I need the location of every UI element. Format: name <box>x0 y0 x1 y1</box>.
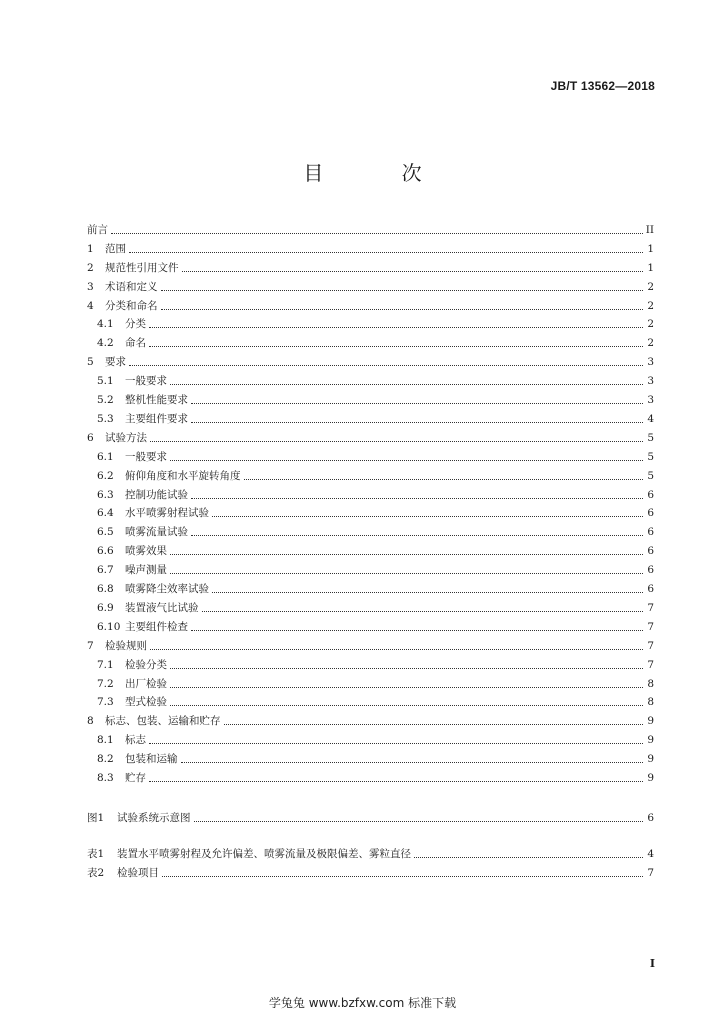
toc-entry <box>97 313 654 331</box>
toc-entry <box>97 370 654 388</box>
toc-entry-page: 9 <box>647 753 654 765</box>
toc-entry-label: 前言 <box>87 224 108 236</box>
dot-leader <box>170 553 643 555</box>
toc-entry-label: 范围 <box>105 243 126 255</box>
dot-leader <box>244 478 644 480</box>
dot-leader <box>170 383 643 385</box>
toc-entry <box>87 635 654 653</box>
toc-entry <box>97 521 654 539</box>
toc-entry-page: 8 <box>647 678 654 690</box>
toc-entry-label: 喷雾降尘效率试验 <box>125 583 209 595</box>
toc-entry-label: 检验规则 <box>105 640 147 652</box>
toc-entry-number: 4.2 <box>97 337 114 349</box>
dot-leader <box>182 270 644 272</box>
dot-leader <box>191 421 643 423</box>
toc-entry-number: 5 <box>87 356 94 368</box>
toc-entry-number: 表1 <box>87 848 105 860</box>
toc-entry-page: 2 <box>647 300 654 312</box>
toc-entry-label: 规范性引用文件 <box>105 262 179 274</box>
toc-entry <box>87 219 654 237</box>
toc-entry-label: 出厂检验 <box>125 678 167 690</box>
toc-entry-label: 水平喷雾射程试验 <box>125 507 209 519</box>
dot-leader <box>149 780 643 782</box>
toc-entry-label: 分类和命名 <box>105 300 158 312</box>
toc-entry <box>97 484 654 502</box>
toc-entry <box>97 502 654 520</box>
toc-entry <box>97 616 654 634</box>
footer-watermark: 学兔兔 www.bzfxw.com 标准下载 <box>268 996 457 1010</box>
toc-entry-label: 标志、包装、运输和贮存 <box>105 715 221 727</box>
toc-entry <box>97 748 654 766</box>
toc-entry-page: 5 <box>647 470 654 482</box>
toc-entry-number: 6.1 <box>97 451 114 463</box>
toc-entry-label: 试验系统示意图 <box>117 812 191 824</box>
dot-leader <box>212 515 643 517</box>
dot-leader <box>170 459 643 461</box>
toc-entry-page: 3 <box>647 394 654 406</box>
toc-figure-entry <box>87 807 654 825</box>
toc-entry-label: 整机性能要求 <box>125 394 188 406</box>
dot-leader <box>161 308 644 310</box>
page-number: I <box>649 957 655 970</box>
toc-entry-page: 5 <box>647 451 654 463</box>
dot-leader <box>224 723 644 725</box>
dot-leader <box>170 572 643 574</box>
toc-entry-number: 8.2 <box>97 753 114 765</box>
toc-entry-number: 4 <box>87 300 94 312</box>
dot-leader <box>170 667 643 669</box>
toc-entry <box>97 578 654 596</box>
toc-entry-label: 喷雾效果 <box>125 545 167 557</box>
toc-entry-number: 6.5 <box>97 526 114 538</box>
toc-entry-page: 1 <box>647 243 654 255</box>
toc-entry-number: 5.1 <box>97 375 114 387</box>
toc-entry <box>87 257 654 275</box>
toc-entry-page: 6 <box>647 507 654 519</box>
toc-entry-page: 6 <box>647 526 654 538</box>
dot-leader <box>129 364 643 366</box>
toc-entry-page: 3 <box>647 356 654 368</box>
toc-entry-label: 术语和定义 <box>105 281 158 293</box>
toc-entry-page: 6 <box>647 489 654 501</box>
toc-entry <box>97 673 654 691</box>
toc-entry-number: 5.3 <box>97 413 114 425</box>
toc-entry-number: 表2 <box>87 867 105 879</box>
toc-entry-number: 6.9 <box>97 602 114 614</box>
dot-leader <box>149 742 643 744</box>
toc-entry-page: 7 <box>647 867 654 879</box>
toc-entry <box>97 559 654 577</box>
toc-entry-page: 2 <box>647 337 654 349</box>
toc-entry-number: 8.3 <box>97 772 114 784</box>
toc-entry-label: 包装和运输 <box>125 753 178 765</box>
dot-leader <box>129 251 643 253</box>
toc-entry-page: 6 <box>647 564 654 576</box>
toc-entry-number: 6.4 <box>97 507 114 519</box>
toc-entry-page: 7 <box>647 621 654 633</box>
toc-entry-label: 喷雾流量试验 <box>125 526 188 538</box>
toc-entry-page: 7 <box>647 659 654 671</box>
toc-entry-number: 2 <box>87 262 94 274</box>
toc-table-entry <box>87 862 654 880</box>
page-title: 目 次 <box>303 161 458 185</box>
toc-entry <box>97 465 654 483</box>
toc-entry-page: 7 <box>647 640 654 652</box>
dot-leader <box>150 648 643 650</box>
toc-entry-page: 4 <box>647 413 654 425</box>
toc-entry-page: 5 <box>647 432 654 444</box>
toc-entry-page: 6 <box>647 545 654 557</box>
toc-entry-number: 7 <box>87 640 94 652</box>
toc-entry-page: 9 <box>647 734 654 746</box>
toc-entry-page: 8 <box>647 696 654 708</box>
toc-entry-label: 噪声测量 <box>125 564 167 576</box>
toc-entry <box>97 691 654 709</box>
toc-entry-label: 主要组件要求 <box>125 413 188 425</box>
toc-entry-label: 一般要求 <box>125 375 167 387</box>
dot-leader <box>149 345 643 347</box>
toc-entry <box>87 238 654 256</box>
toc-entry-number: 图1 <box>87 812 105 824</box>
toc-entry-number: 6 <box>87 432 94 444</box>
toc-entry-label: 装置水平喷雾射程及允许偏差、喷雾流量及极限偏差、雾粒直径 <box>117 848 411 860</box>
toc-entry-number: 6.6 <box>97 545 114 557</box>
toc-entry-number: 4.1 <box>97 318 114 330</box>
toc-entry-page: 6 <box>647 812 654 824</box>
toc-entry-page: 4 <box>647 848 654 860</box>
toc-entry-label: 分类 <box>125 318 146 330</box>
toc-entry-page: 2 <box>647 281 654 293</box>
dot-leader <box>181 761 644 763</box>
toc-entry-number: 8.1 <box>97 734 114 746</box>
toc-entry-label: 检验分类 <box>125 659 167 671</box>
dot-leader <box>191 402 643 404</box>
toc-entry <box>97 654 654 672</box>
toc-entry-number: 6.7 <box>97 564 114 576</box>
dot-leader <box>162 875 643 877</box>
toc-entry-page: 6 <box>647 583 654 595</box>
toc-entry-label: 要求 <box>105 356 126 368</box>
toc-entry <box>97 408 654 426</box>
toc-entry <box>87 295 654 313</box>
toc-entry-page: 9 <box>647 772 654 784</box>
toc-table-entry <box>87 843 654 861</box>
dot-leader <box>191 534 643 536</box>
toc-entry-number: 8 <box>87 715 94 727</box>
toc-entry-number: 5.2 <box>97 394 114 406</box>
dot-leader <box>149 326 643 328</box>
toc-entry <box>97 597 654 615</box>
toc-entry-number: 6.3 <box>97 489 114 501</box>
dot-leader <box>170 686 643 688</box>
toc-entry-page: 9 <box>647 715 654 727</box>
toc-entry-number: 3 <box>87 281 94 293</box>
toc-entry <box>97 729 654 747</box>
toc-entry-page: 2 <box>647 318 654 330</box>
toc-entry <box>87 427 654 445</box>
dot-leader <box>111 232 643 234</box>
toc-entry <box>87 710 654 728</box>
toc-entry-number: 7.2 <box>97 678 114 690</box>
toc-entry-label: 俯仰角度和水平旋转角度 <box>125 470 241 482</box>
toc-entry-number: 6.2 <box>97 470 114 482</box>
toc-entry-label: 命名 <box>125 337 146 349</box>
toc-entry-label: 检验项目 <box>117 867 159 879</box>
toc-entry-page: 7 <box>647 602 654 614</box>
dot-leader <box>191 497 643 499</box>
dot-leader <box>150 440 643 442</box>
toc-entry-page: II <box>645 224 654 236</box>
toc-entry <box>97 389 654 407</box>
standard-number: JB/T 13562—2018 <box>550 79 655 93</box>
toc-entry-page: 3 <box>647 375 654 387</box>
toc-entry-label: 试验方法 <box>105 432 147 444</box>
toc-entry-page: 1 <box>647 262 654 274</box>
dot-leader <box>194 820 644 822</box>
dot-leader <box>414 856 643 858</box>
toc-entry-label: 贮存 <box>125 772 146 784</box>
toc-entry <box>87 351 654 369</box>
toc-entry <box>97 332 654 350</box>
toc-entry-label: 控制功能试验 <box>125 489 188 501</box>
dot-leader <box>202 610 644 612</box>
toc-entry-number: 6.8 <box>97 583 114 595</box>
toc-entry-number: 7.1 <box>97 659 114 671</box>
toc-entry <box>87 276 654 294</box>
toc-entry <box>97 767 654 785</box>
toc-entry <box>97 540 654 558</box>
toc-entry-number: 1 <box>87 243 94 255</box>
toc-entry-number: 6.10 <box>97 621 121 633</box>
toc-entry-number: 7.3 <box>97 696 114 708</box>
dot-leader <box>212 591 643 593</box>
dot-leader <box>170 704 643 706</box>
dot-leader <box>191 629 643 631</box>
toc-entry-label: 型式检验 <box>125 696 167 708</box>
toc-entry-label: 主要组件检查 <box>125 621 188 633</box>
toc-entry-label: 标志 <box>125 734 146 746</box>
toc-entry <box>97 446 654 464</box>
toc-entry-label: 一般要求 <box>125 451 167 463</box>
toc-entry-label: 装置液气比试验 <box>125 602 199 614</box>
dot-leader <box>161 289 644 291</box>
